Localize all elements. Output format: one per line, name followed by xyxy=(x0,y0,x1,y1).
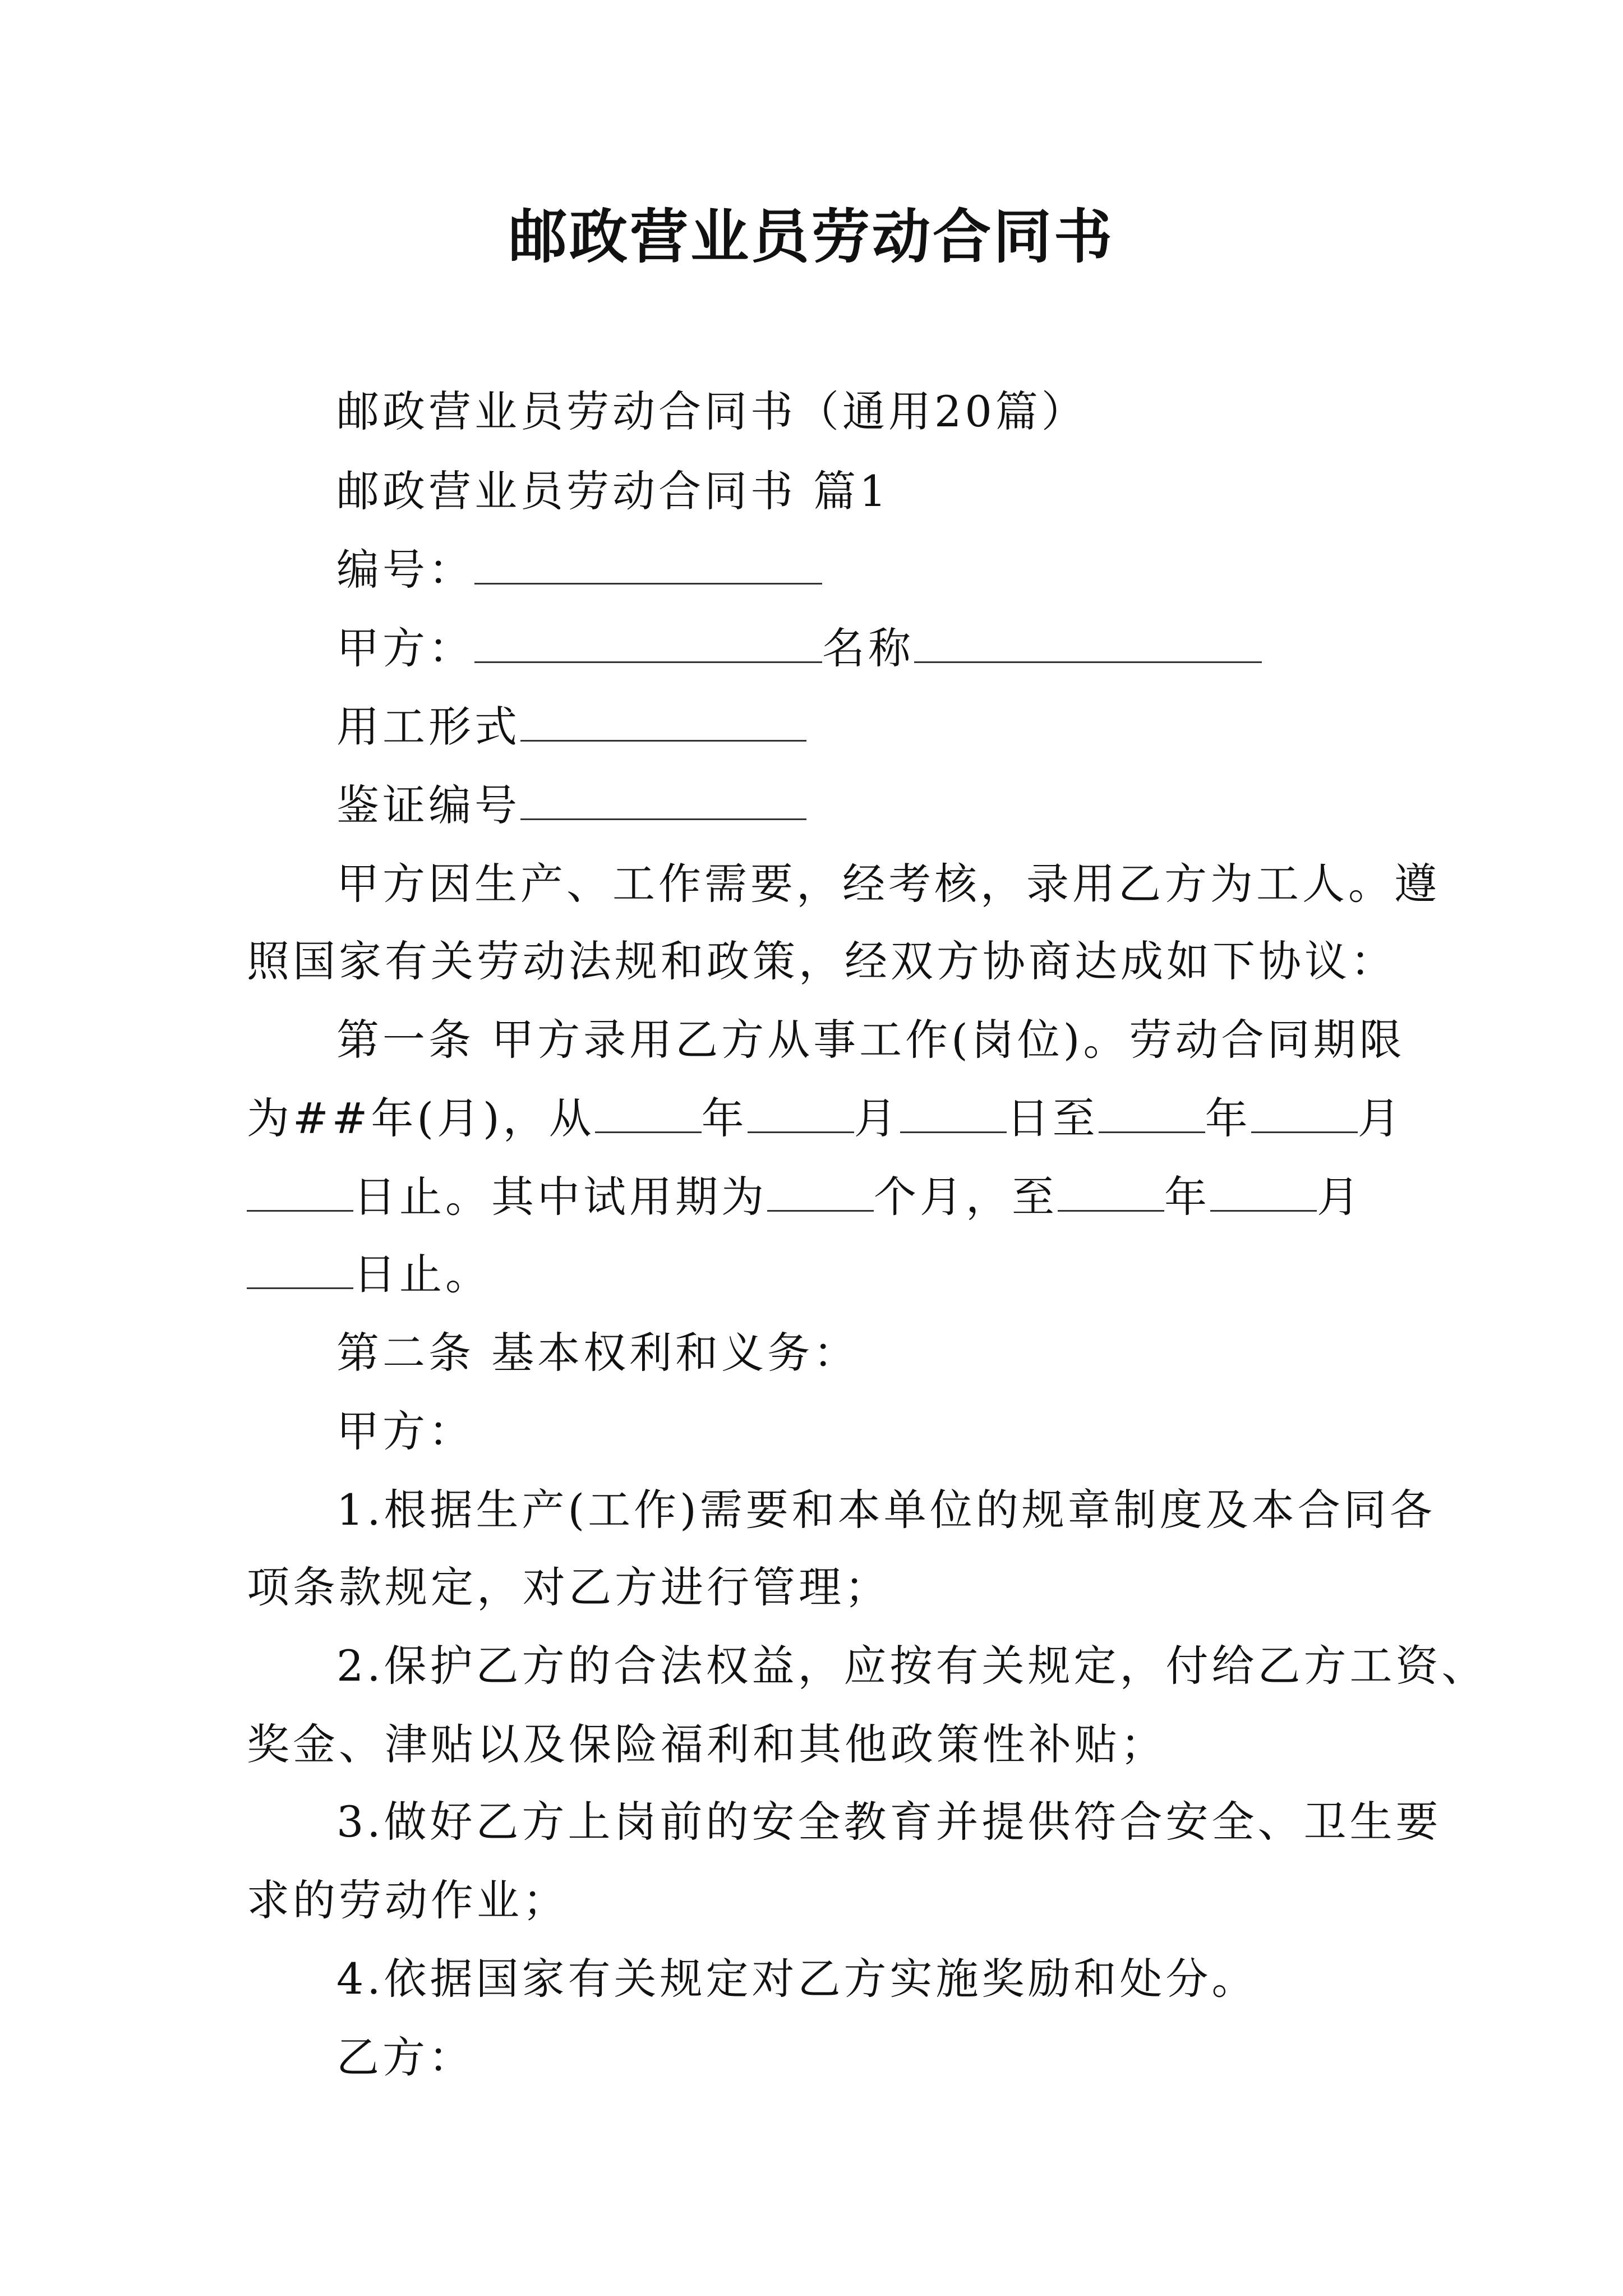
day-end-label: 日止。 xyxy=(353,1249,491,1299)
section-heading-text: 邮政营业员劳动合同书 篇1 xyxy=(336,466,890,516)
duty-item xyxy=(336,1482,1436,1538)
start-day-blank xyxy=(900,1097,1007,1133)
duty-item-text: 求的劳动作业； xyxy=(247,1875,569,1925)
end-month-blank xyxy=(1251,1097,1358,1133)
duty-item-text: 项条款规定，对乙方进行管理； xyxy=(247,1562,891,1612)
party-a-field-line xyxy=(336,620,1385,677)
party-a-blank xyxy=(474,627,822,663)
party-a-duties-heading xyxy=(336,1404,1385,1460)
article-1-date-line xyxy=(247,1091,1404,1147)
paragraph-text: 照国家有关劳动法规和政策，经双方协商达成如下协议： xyxy=(247,936,1396,986)
month-label: 月 xyxy=(1357,1093,1404,1143)
probation-text: 日止。其中试用期为 xyxy=(353,1172,767,1222)
end-year-blank xyxy=(1099,1097,1205,1133)
paragraph-line xyxy=(336,856,1440,912)
duty-item-text: 3.做好乙方上岗前的安全教育并提供符合安全、卫生要 xyxy=(336,1797,1442,1847)
year-label: 年 xyxy=(701,1093,748,1143)
paragraph-text: 甲方因生产、工作需要，经考核，录用乙方为工人。遵 xyxy=(336,859,1440,909)
employment-form-blank xyxy=(520,705,806,742)
certification-number-blank xyxy=(520,784,806,820)
duty-item xyxy=(247,1717,1385,1773)
year-label: 年 xyxy=(1205,1093,1251,1143)
paragraph-line xyxy=(247,933,1396,990)
probation-months-blank xyxy=(767,1175,874,1212)
party-b-duties-label: 乙方： xyxy=(336,2032,474,2082)
subtitle-text: 邮政营业员劳动合同书（通用20篇） xyxy=(336,386,1087,436)
start-month-blank xyxy=(748,1097,854,1133)
term-text: 为##年(月)，从 xyxy=(247,1093,595,1143)
employment-form-line xyxy=(336,699,1385,755)
subtitle-line xyxy=(336,384,1385,440)
duty-item-text: 1.根据生产(工作)需要和本单位的规章制度及本合同各 xyxy=(336,1485,1436,1535)
employment-form-label: 用工形式 xyxy=(336,702,520,752)
article-2-heading xyxy=(336,1325,1385,1381)
article-1-line xyxy=(336,1012,1405,1068)
duty-item xyxy=(336,1794,1442,1850)
party-a-label: 甲方： xyxy=(336,623,474,673)
article-2-text: 第二条 基本权利和义务： xyxy=(336,1328,860,1378)
probation-month-blank xyxy=(1210,1175,1317,1212)
year-label: 年 xyxy=(1164,1172,1210,1222)
party-b-duties-heading xyxy=(336,2030,1385,2086)
number-label: 编号： xyxy=(336,545,474,595)
section-heading xyxy=(336,463,1385,519)
probation-day-blank xyxy=(247,1253,353,1289)
duty-item xyxy=(247,1559,1385,1616)
months-to-label: 个月，至 xyxy=(874,1172,1058,1222)
duty-item xyxy=(336,1951,1385,2007)
probation-year-blank xyxy=(1058,1175,1164,1212)
start-year-blank xyxy=(595,1097,702,1133)
end-day-blank xyxy=(247,1175,353,1212)
article-1-end-line xyxy=(247,1246,1385,1303)
party-a-duties-label: 甲方： xyxy=(336,1406,474,1456)
duty-item-text: 4.依据国家有关规定对乙方实施奖励和处分。 xyxy=(336,1954,1258,2004)
number-blank xyxy=(474,548,822,585)
document-title: 邮政营业员劳动合同书 xyxy=(508,202,1114,271)
name-label: 名称 xyxy=(822,623,914,673)
article-1-probation-line xyxy=(247,1169,1385,1225)
article-1-text: 第一条 甲方录用乙方从事工作(岗位)。劳动合同期限 xyxy=(336,1015,1405,1065)
name-blank xyxy=(914,627,1262,663)
duty-item xyxy=(247,1872,1385,1929)
day-to-label: 日至 xyxy=(1006,1093,1099,1143)
duty-item-text: 奖金、津贴以及保险福利和其他政策性补贴； xyxy=(247,1719,1166,1769)
duty-item-text: 2.保护乙方的合法权益，应按有关规定，付给乙方工资、 xyxy=(336,1641,1488,1691)
certification-number-line xyxy=(336,777,1385,834)
certification-number-label: 鉴证编号 xyxy=(336,780,520,830)
number-field-line xyxy=(336,542,1385,598)
duty-item xyxy=(336,1638,1488,1694)
month-label: 月 xyxy=(854,1093,900,1143)
month-label: 月 xyxy=(1317,1172,1363,1222)
